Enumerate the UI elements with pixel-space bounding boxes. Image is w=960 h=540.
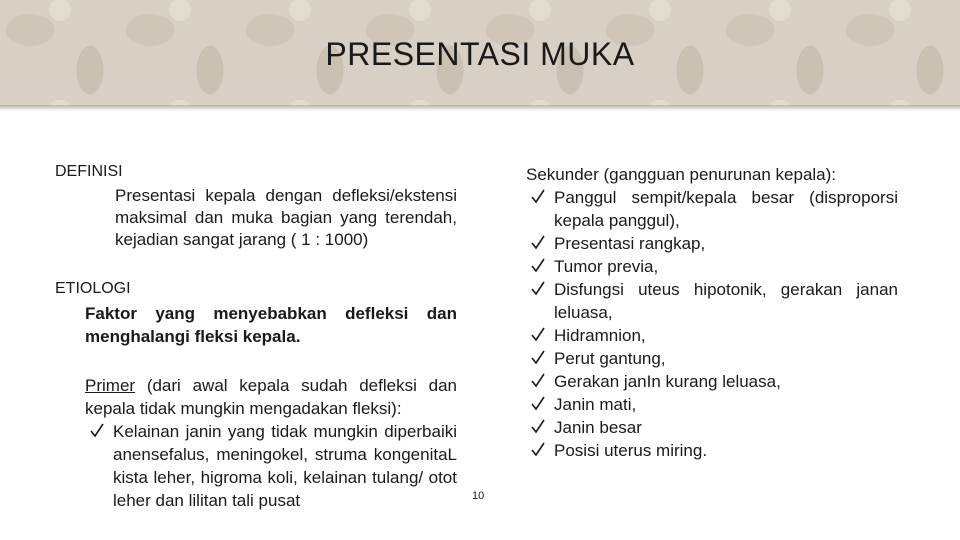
right-column bbox=[526, 163, 898, 462]
primer-text: (dari awal kepala sudah defleksi dan kepala tidak mungkin mengadakan fleksi): bbox=[85, 376, 457, 418]
checkmark-icon bbox=[529, 393, 547, 413]
checkmark-icon bbox=[529, 347, 547, 367]
primer-block bbox=[85, 374, 457, 512]
list-item: Posisi uterus miring. bbox=[526, 439, 898, 462]
list-item: Tumor previa, bbox=[526, 255, 898, 278]
list-item: Hidramnion, bbox=[526, 324, 898, 347]
checkmark-icon bbox=[529, 416, 547, 436]
checkmark-icon bbox=[529, 278, 547, 298]
checkmark-icon bbox=[529, 232, 547, 252]
definisi-heading: DEFINISI bbox=[55, 163, 123, 180]
primer-label: Primer bbox=[85, 376, 136, 395]
list-item: Disfungsi uteus hipotonik, gerakan janan leluasa, bbox=[526, 278, 898, 324]
sekunder-paragraph bbox=[526, 163, 898, 186]
list-item: Gerakan janIn kurang leluasa, bbox=[526, 370, 898, 393]
left-column bbox=[55, 160, 457, 512]
list-item: Janin mati, bbox=[526, 393, 898, 416]
checkmark-icon bbox=[529, 439, 547, 459]
sekunder-list bbox=[526, 186, 898, 462]
list-item: Janin besar bbox=[526, 416, 898, 439]
sekunder-text: (gangguan penurunan kepala): bbox=[598, 165, 837, 184]
list-item: Kelainan janin yang tidak mungkin diperbaiki anensefalus, meningokel, struma kongenitaL kista leher, higroma koli, kelainan tulang/ otot leher dan lilitan tali pusat bbox=[85, 420, 457, 512]
primer-list bbox=[85, 420, 457, 512]
list-item: Presentasi rangkap, bbox=[526, 232, 898, 255]
checkmark-icon bbox=[529, 186, 547, 206]
primer-paragraph bbox=[85, 374, 457, 420]
definisi-text: Presentasi kepala dengan defleksi/ekstensi maksimal dan muka bagian yang terendah, kejadian sangat jarang ( 1 : 1000) bbox=[115, 186, 457, 249]
checkmark-icon bbox=[529, 324, 547, 344]
slide-title: PRESENTASI MUKA bbox=[325, 36, 635, 72]
checkmark-icon bbox=[529, 370, 547, 390]
list-item: Panggul sempit/kepala besar (disproporsi kepala panggul), bbox=[526, 186, 898, 232]
banner-shadow bbox=[0, 105, 960, 111]
sekunder-label: Sekunder bbox=[526, 165, 599, 184]
checkmark-icon bbox=[529, 255, 547, 275]
checkmark-icon bbox=[88, 420, 106, 440]
etiologi-heading: ETIOLOGI bbox=[55, 280, 131, 297]
page-number: 10 bbox=[472, 490, 485, 502]
etiologi-text: Faktor yang menyebabkan defleksi dan menghalangi fleksi kepala. bbox=[85, 304, 457, 346]
list-item: Perut gantung, bbox=[526, 347, 898, 370]
